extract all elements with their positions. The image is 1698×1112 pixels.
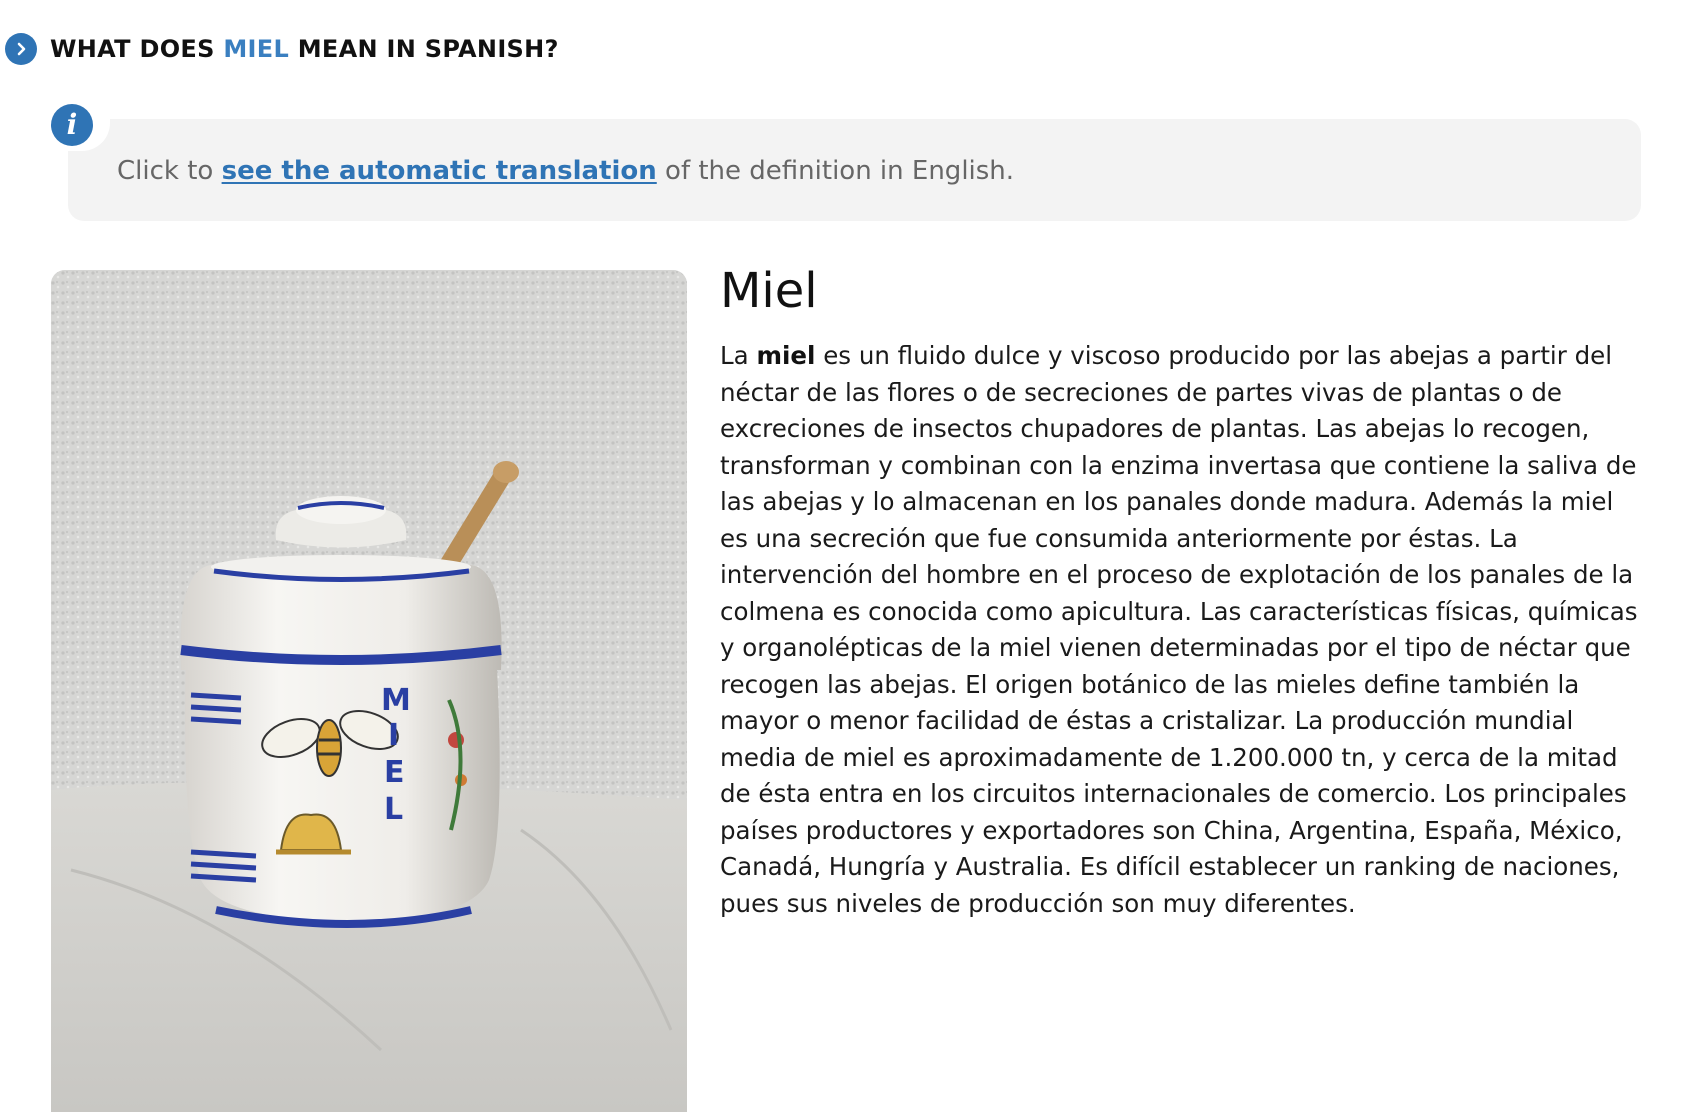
info-icon-glyph: i bbox=[66, 108, 78, 141]
info-icon bbox=[51, 104, 93, 146]
jar-label-i: I bbox=[388, 718, 400, 753]
notice-text-before: Click to bbox=[117, 156, 222, 186]
translation-notice-text bbox=[117, 156, 1014, 186]
jar-label-l: L bbox=[384, 792, 404, 827]
entry-title: Miel bbox=[720, 263, 818, 319]
jar-label-e: E bbox=[384, 755, 405, 790]
chevron-right-glyph bbox=[13, 41, 29, 57]
definition-prefix: La bbox=[720, 341, 757, 370]
chevron-right-icon[interactable] bbox=[5, 33, 37, 65]
automatic-translation-link[interactable]: see the automatic translation bbox=[221, 156, 657, 186]
jar-body bbox=[185, 650, 500, 922]
section-title-before: WHAT DOES bbox=[50, 35, 224, 63]
jar-label-m: M bbox=[381, 683, 411, 718]
section-header bbox=[5, 33, 559, 65]
definition-text bbox=[720, 338, 1645, 922]
section-title-word: MIEL bbox=[223, 35, 290, 63]
section-title-after: MEAN IN SPANISH? bbox=[289, 35, 559, 63]
honey-jar-illustration bbox=[51, 270, 687, 1112]
definition-body: es un fluido dulce y viscoso producido por las abejas a partir del néctar de las flores o de secreciones de partes vivas de plantas o de excreciones de insectos chupadores de plantas. Las abejas lo recogen, transforman y combinan con la enzima invertasa que contiene la saliva de las abejas y lo almacenan en los panales donde madura. Además la miel es una secreción que fue consumida anteriormente por éstas. La intervención del hombre en el proceso de explotación de los panales de la colmena es conocida como apicultura. Las características físicas, químicas y organolépticas de la miel vienen determinadas por el tipo de néctar que recogen las abejas. El origen botánico de las mieles define también la mayor o menor facilidad de éstas a cristalizar. La producción mundial media de miel es aproximadamente de 1.200.000 tn, y cerca de la mitad de ésta entra en los circuitos internacionales de comercio. Los principales países productores y exportadores son China, Argentina, España, México, Canadá, Hungría y Australia. Es difícil establecer un ranking de naciones, pues sus niveles de producción son muy diferentes. bbox=[720, 341, 1638, 918]
honey-jar-image bbox=[51, 270, 687, 1112]
notice-text-after: of the definition in English. bbox=[656, 156, 1015, 186]
section-title bbox=[50, 35, 559, 63]
definition-headword: miel bbox=[756, 341, 816, 370]
